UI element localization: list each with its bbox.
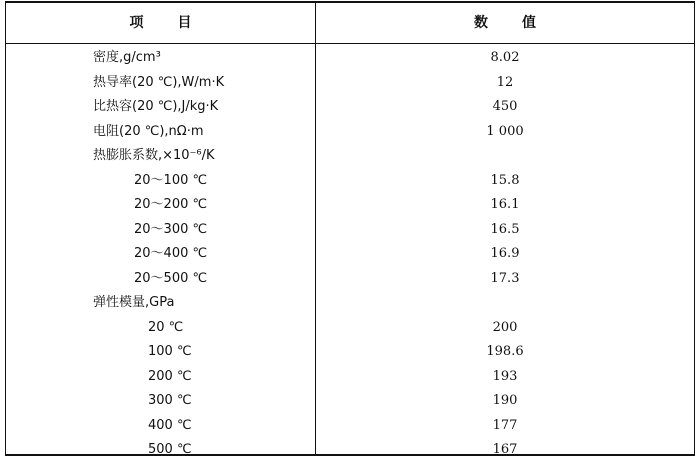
property-value: 8.02 <box>490 50 520 65</box>
property-value: 190 <box>492 393 518 408</box>
table-row <box>6 267 694 292</box>
table-row <box>6 242 694 267</box>
property-value: 16.9 <box>490 246 520 261</box>
property-label: 300 ℃ <box>148 393 192 408</box>
property-label: 20～500 ℃ <box>134 270 208 286</box>
table-row <box>6 340 694 365</box>
table-row <box>6 46 694 71</box>
property-label: 20～300 ℃ <box>134 221 208 237</box>
property-label: 热膨胀系数,×10⁻⁶/K <box>93 148 215 163</box>
property-value: 15.8 <box>490 172 520 188</box>
property-value: 167 <box>492 442 518 457</box>
property-label: 电阻(20 ℃),nΩ·m <box>93 123 204 139</box>
property-value: 198.6 <box>486 344 524 359</box>
table-row <box>6 291 694 316</box>
property-value: 17.3 <box>490 270 520 286</box>
property-value: 1 000 <box>486 123 524 139</box>
property-label: 200 ℃ <box>148 368 192 384</box>
property-label: 100 ℃ <box>148 344 192 359</box>
table-row <box>6 389 694 414</box>
property-label: 20～100 ℃ <box>134 172 208 188</box>
table-row <box>6 365 694 390</box>
table-row <box>6 144 694 169</box>
properties-table <box>5 1 695 456</box>
property-value: 193 <box>492 368 518 384</box>
property-value: 450 <box>492 99 518 114</box>
property-value: 200 <box>492 319 518 335</box>
property-label: 20～200 ℃ <box>134 197 208 212</box>
property-label: 400 ℃ <box>148 417 192 433</box>
property-label: 500 ℃ <box>148 442 192 457</box>
header-rule <box>6 43 694 44</box>
property-label: 弹性模量,GPa <box>93 295 175 310</box>
table-row <box>6 218 694 243</box>
table-row <box>6 120 694 145</box>
table-row <box>6 316 694 341</box>
table-row <box>6 414 694 439</box>
table-row <box>6 71 694 96</box>
property-value: 177 <box>492 417 518 433</box>
property-label: 密度,g/cm³ <box>93 50 161 65</box>
property-label: 热导率(20 ℃),W/m·K <box>93 74 225 90</box>
table-row <box>6 438 694 463</box>
table-body <box>6 46 694 463</box>
table-row <box>6 95 694 120</box>
header-value: 数值 <box>474 15 570 31</box>
property-label: 20 ℃ <box>148 319 184 335</box>
header-item: 项目 <box>129 15 226 31</box>
property-label: 20～400 ℃ <box>134 246 208 261</box>
table-row <box>6 169 694 194</box>
property-label: 比热容(20 ℃),J/kg·K <box>93 99 219 114</box>
property-value: 16.1 <box>490 197 520 212</box>
property-value: 12 <box>496 74 514 90</box>
property-value: 16.5 <box>490 221 520 237</box>
table-row <box>6 193 694 218</box>
